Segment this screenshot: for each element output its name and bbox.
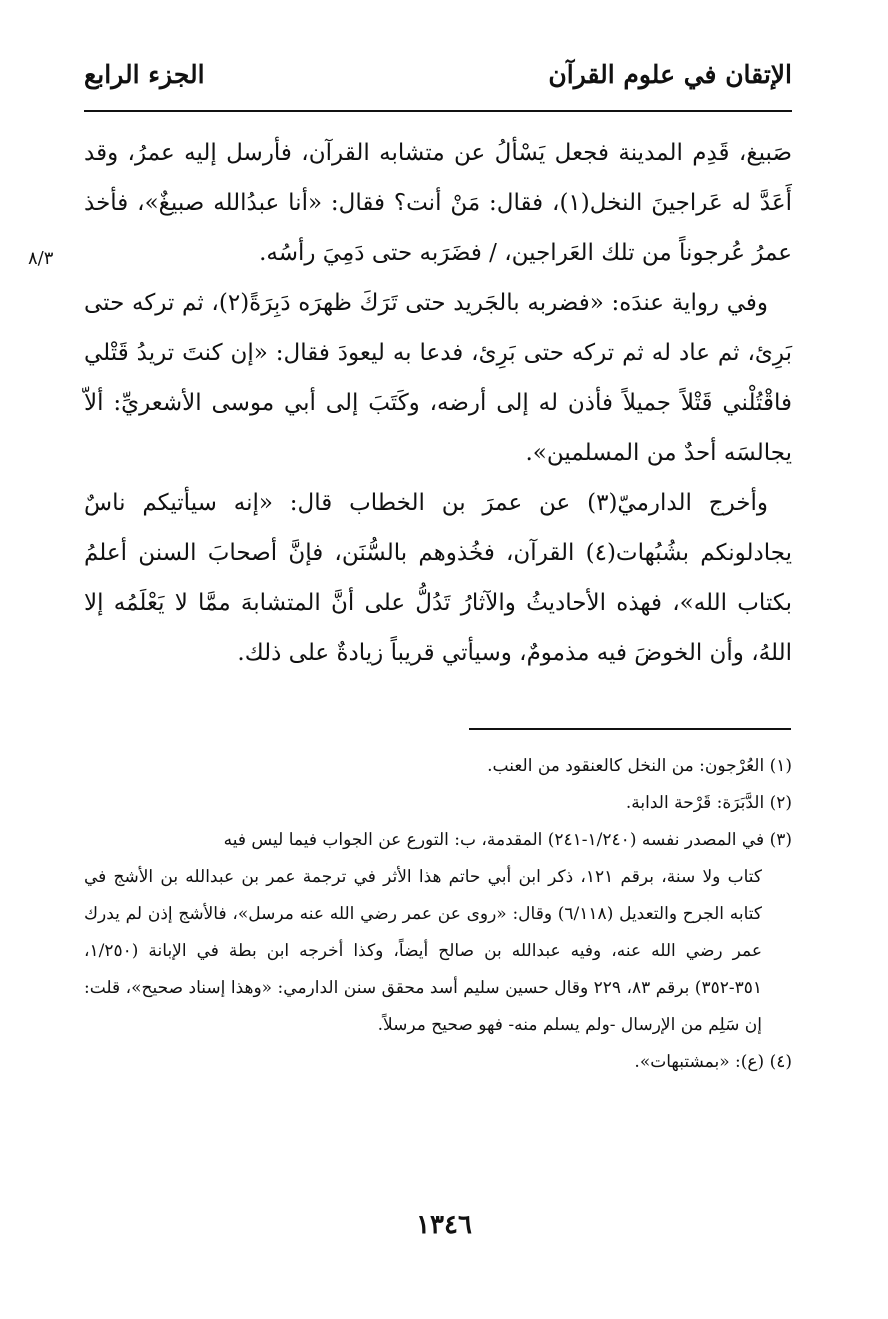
running-header xyxy=(84,56,792,100)
footnote-2: (٢) الدَّبَرَة: قَرْحة الدابة. xyxy=(625,793,792,813)
book-title: الإتقان في علوم القرآن xyxy=(548,60,792,89)
footnotes xyxy=(84,748,792,1081)
header-rule xyxy=(84,110,792,112)
footnote-3-first-line: (٣) في المصدر نفسه (١/٢٤٠-٢٤١) المقدمة، ب: التورع عن الجواب فيما ليس فيه xyxy=(223,830,792,850)
paragraph-riwaya: وفي رواية عندَه: «فضربه بالجَريد حتى تَرَكَ ظهرَه دَبِرَةً(٢)، ثم تركه حتى بَرِئ، ثم عاد له ثم تركه حتى بَرِئ، فدعا به ليعودَ فقال: «إن كنتَ تريدُ قَتْلي فاقْتُلْني قَتْلاً جميلاً فأذن له إلى أرضه، وكَتَبَ إلى أبي موسى الأشعريِّ: ألاّ يجالسَه أحدٌ من المسلمين». xyxy=(84,290,792,466)
footnote-1: (١) العُرْجون: من النخل كالعنقود من العنب. xyxy=(487,756,792,776)
part-label: الجزء الرابع xyxy=(84,60,205,89)
margin-page-reference: ٨/٣ xyxy=(28,248,54,269)
footnote-4: (٤) (ع): «بمشتبهات». xyxy=(634,1052,792,1072)
paragraph-sabigh: صَبيغ، قَدِم المدينة فجعل يَسْألُ عن متشابه القرآن، فأرسل إليه عمرُ، وقد أَعَدَّ له عَراجينَ النخل(١)، فقال: مَنْ أنت؟ فقال: «أنا عبدُالله صبيغٌ»، فأخذ عمرُ عُرجوناً من تلك العَراجين، / فضَرَبه حتى دَمِيَ رأسُه. xyxy=(84,140,792,266)
footnote-separator xyxy=(469,728,791,730)
main-text xyxy=(84,128,792,678)
footnote-3-continuation: كتاب ولا سنة، برقم ١٢١، ذكر ابن أبي حاتم هذا الأثر في ترجمة عمر بن عبدالله بن الأشج في كتابه الجرح والتعديل (٦/١١٨) وقال: «روى عن عمر رضي الله عنه مرسل»، فالأشج إذن لم يدرك عمر رضي الله عنه، وفيه عبدالله بن صالح أيضاً، وكذا أخرجه ابن بطة في الإبانة (١/٢٥٠، ٣٥١-٣٥٢) برقم ٨٣، ٢٢٩ وقال حسين سليم أسد محقق سنن الدارمي: «وهذا إسناد صحيح»، قلت: إن سَلِم من الإرسال -ولم يسلم منه- فهو صحيح مرسلاً. xyxy=(84,867,763,1035)
paragraph-darimi: وأخرج الدارميّ(٣) عن عمرَ بن الخطاب قال: «إنه سيأتيكم ناسٌ يجادلونكم بشُبُهات(٤) القرآن، فخُذوهم بالسُّنَن، فإنَّ أصحابَ السنن أعلمُ بكتاب الله»، فهذه الأحاديثُ والآثارُ تَدُلُّ على أنَّ المتشابهَ ممَّا لا يَعْلَمُه إلا اللهُ، وأن الخوضَ فيه مذمومٌ، وسيأتي قريباً زيادةٌ على ذلك. xyxy=(84,490,792,666)
page-number: ١٣٤٦ xyxy=(416,1210,472,1240)
